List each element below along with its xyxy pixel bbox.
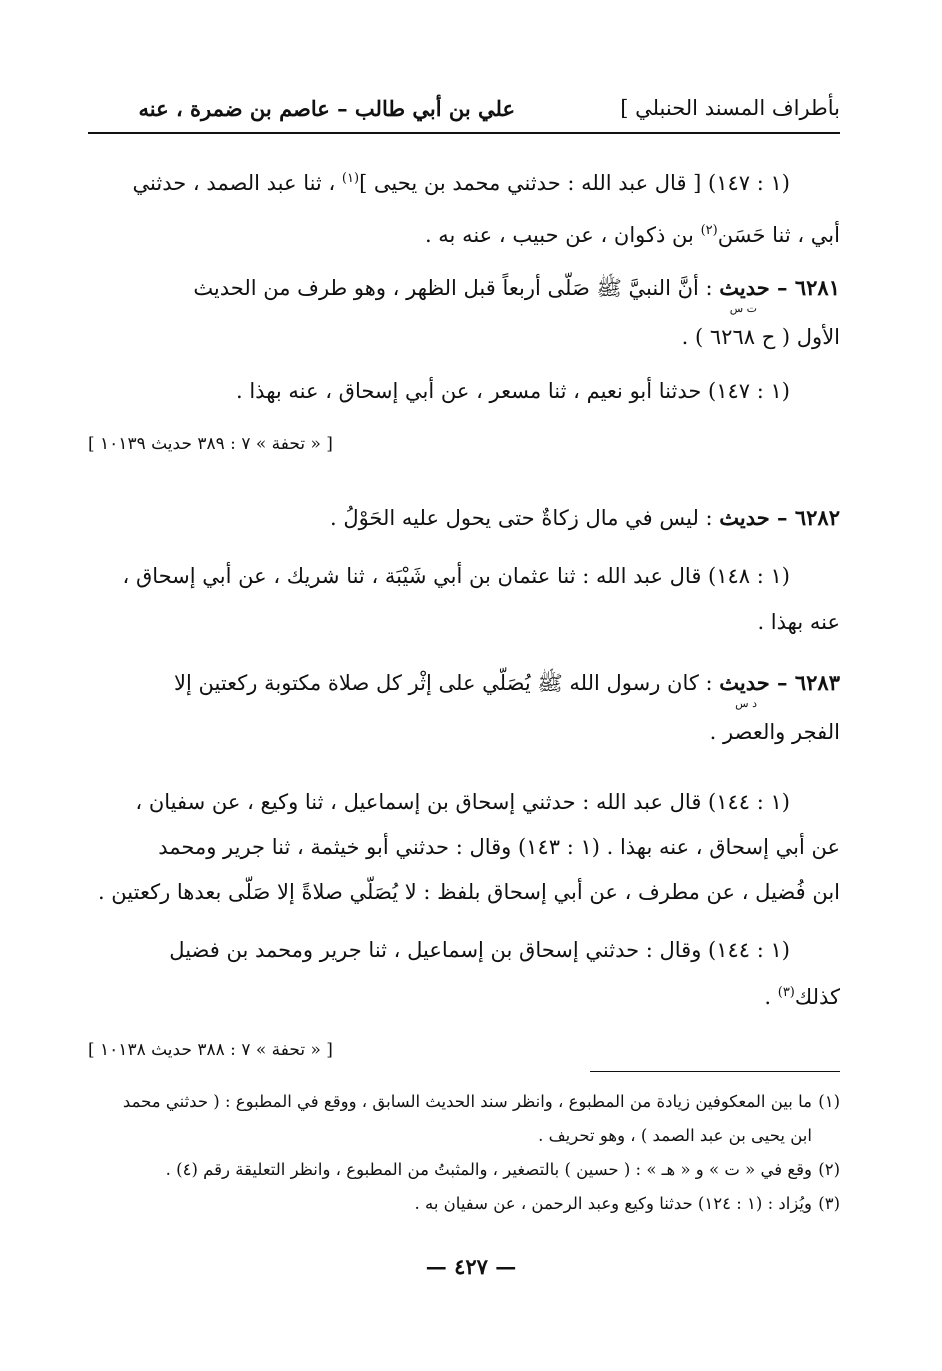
text-line: كذلك$^{(٣)}$ . xyxy=(764,985,840,1009)
footnote-text: وقع في « ت » و « هـ » : ( حسين ) بالتصغير ، والمثبتُ من المطبوع ، وانظر التعليقة رقم (٤) . xyxy=(165,1160,812,1179)
footnote-text: ابن يحيى بن عبد الصمد ) ، وهو تحريف . xyxy=(538,1126,812,1145)
text-line: ٦٢٨١ – حديث : أنَّ النبيَّ ﷺ صَلّى أربعاً قبل الظهر ، وهو طرف من الحديث xyxy=(193,275,840,300)
text-line: (١ : ١٤٧) [ قال عبد الله : حدثني محمد بن يحيى ]$^{(١)}$ ، ثنا عبد الصمد ، حدثني xyxy=(132,171,790,195)
hadith-number: ٦٢٨١ – حديث xyxy=(719,275,840,300)
footnote-number: (١) xyxy=(818,1092,840,1111)
text-line: ابن فُضيل ، عن مطرف ، عن أبي إسحاق بلفظ : لا يُصَلّي صلاةً إلا صَلّى بعدها ركعتين . xyxy=(97,880,840,904)
text-line: الأول ( ح ٦٢٦٨ ) . xyxy=(681,325,840,349)
running-header xyxy=(88,92,840,130)
footnote-rule xyxy=(590,1071,840,1072)
text-line: (١ : ١٤٤) قال عبد الله : حدثني إسحاق بن إسماعيل ، ثنا وكيع ، عن سفيان ، xyxy=(135,790,790,814)
text-line: ٦٢٨٣ – حديث : كان رسول الله ﷺ يُصَلّي على إثْر كل صلاة مكتوبة ركعتين إلا xyxy=(174,670,840,695)
text-line: الفجر والعصر . xyxy=(709,720,840,744)
page-number: — ٤٢٧ — xyxy=(425,1254,517,1279)
text-line: (١ : ١٤٨) قال عبد الله : ثنا عثمان بن أبي شَيْبَة ، ثنا شريك ، عن أبي إسحاق ، xyxy=(122,564,790,588)
text-line: أبي ، ثنا حَسَن$^{(٢)}$ بن ذكوان ، عن حبيب ، عنه به . xyxy=(424,223,840,247)
footnote-number: (٢) xyxy=(818,1160,840,1179)
hadith-number: ٦٢٨٣ – حديث xyxy=(719,670,840,695)
footnote-number: (٣) xyxy=(818,1194,840,1213)
reference-text: [ « تحفة » ٧ : ٣٨٩ حديث ١٠١٣٩ ] xyxy=(88,434,333,454)
hadith-number: ٦٢٨٢ – حديث xyxy=(719,505,840,530)
text-line: (١ : ١٤٧) حدثنا أبو نعيم ، ثنا مسعر ، عن أبي إسحاق ، عنه بهذا . xyxy=(236,379,790,403)
text-line: عن أبي إسحاق ، عنه بهذا . (١ : ١٤٣) وقال : حدثني أبو خيثمة ، ثنا جرير ومحمد xyxy=(158,835,840,859)
header-rule xyxy=(88,132,840,134)
footnote-text: ويُزاد : (١ : ١٢٤) حدثنا وكيع وعبد الرحمن ، عن سفيان به . xyxy=(414,1194,812,1213)
text-line: عنه بهذا . xyxy=(757,610,840,634)
footnote-text: ما بين المعكوفين زيادة من المطبوع ، وانظر سند الحديث السابق ، ووقع في المطبوع : ( حدثني محمد xyxy=(122,1092,812,1111)
header-chapter-title: علي بن أبي طالب – عاصم بن ضمرة ، عنه xyxy=(138,96,515,121)
text-line: (١ : ١٤٤) وقال : حدثني إسحاق بن إسماعيل ، ثنا جرير ومحمد بن فضيل xyxy=(169,938,790,962)
sigla-mark: ت س xyxy=(729,302,757,315)
sigla-mark: د س xyxy=(735,697,757,710)
header-book-title: بأطراف المسند الحنبلي ] xyxy=(620,96,840,120)
reference-text: [ « تحفة » ٧ : ٣٨٨ حديث ١٠١٣٨ ] xyxy=(88,1040,333,1060)
text-line: ٦٢٨٢ – حديث : ليس في مال زكاةٌ حتى يحول عليه الحَوْلُ . xyxy=(329,505,840,530)
